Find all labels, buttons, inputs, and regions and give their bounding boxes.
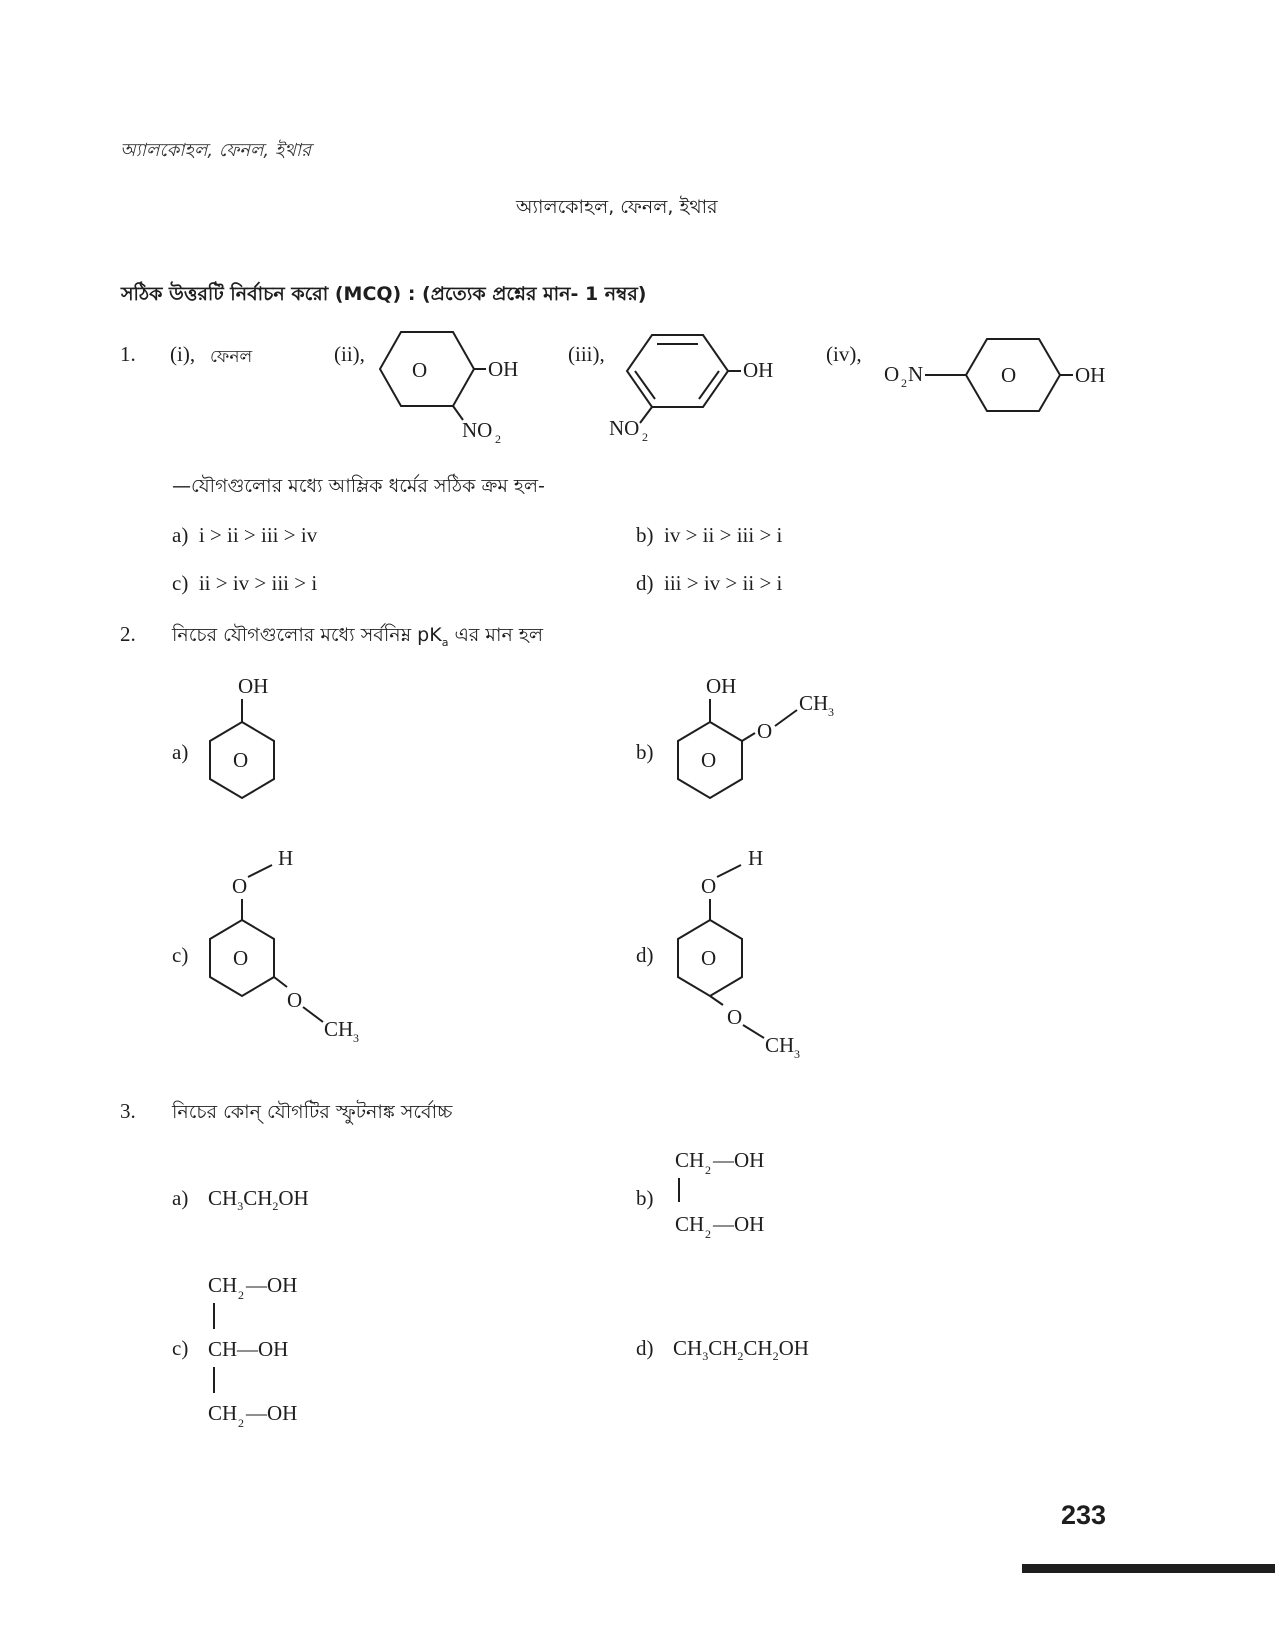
- q1-number: 1.: [120, 342, 136, 366]
- q2-stem-post: এর মান হল: [448, 624, 544, 646]
- q1-item-iii-label: (iii),: [568, 342, 605, 366]
- q1-item-ii-label: (ii),: [334, 342, 365, 366]
- q1-stem: —যৌগগুলোর মধ্যে আম্লিক ধর্মের সঠিক ক্রম হল-: [172, 475, 545, 497]
- section-heading: সঠিক উত্তরটি নির্বাচন করো (MCQ) : (প্রত্যেক প্রশ্নের মান- 1 নম্বর): [121, 283, 647, 305]
- ether-O-label: O: [727, 1005, 743, 1029]
- ring-O-label: O: [233, 748, 249, 772]
- o2n-O-label: O: [884, 362, 900, 386]
- q2-stem-sub: a: [441, 635, 449, 649]
- q3-label-d[interactable]: d): [636, 1336, 654, 1360]
- ring-O-label: O: [701, 748, 717, 772]
- footer-rule: [1022, 1564, 1275, 1573]
- oh-label: OH: [1075, 363, 1106, 387]
- option-text: i > ii > iii > iv: [198, 523, 318, 547]
- ether-O-label: O: [757, 719, 773, 743]
- h-label: H: [748, 846, 764, 870]
- formula-part: CH: [673, 1336, 703, 1360]
- dash-oh-label: —OH: [713, 1212, 765, 1236]
- option-text: ii > iv > iii > i: [198, 571, 318, 595]
- oh-label: OH: [488, 357, 519, 381]
- q2-label-b[interactable]: b): [636, 740, 654, 764]
- formula-part: OH: [778, 1336, 809, 1360]
- q1-structure-iv: [880, 330, 1130, 415]
- subscript-3: 3: [828, 705, 834, 719]
- ch-label: CH: [765, 1033, 795, 1057]
- q3-label-c[interactable]: c): [172, 1336, 189, 1360]
- subscript-2: 2: [705, 1163, 711, 1177]
- formula-sub: 3: [702, 1349, 709, 1364]
- option-label: c): [172, 571, 189, 595]
- ch-label: CH: [208, 1273, 238, 1297]
- ch-label: CH: [675, 1148, 705, 1172]
- ether-O-label: O: [287, 988, 303, 1012]
- subscript-3: 3: [794, 1047, 800, 1061]
- subscript-2: 2: [238, 1416, 244, 1430]
- q2-structure-a: [190, 665, 310, 815]
- q3-label-a[interactable]: a): [172, 1186, 189, 1210]
- dash-oh-label: —OH: [246, 1401, 298, 1425]
- running-header: অ্যালকোহল, ফেনল, ইথার: [120, 140, 311, 161]
- phenol-O-label: O: [701, 874, 717, 898]
- subscript-2: 2: [495, 432, 501, 446]
- dash-oh-label: —OH: [713, 1148, 765, 1172]
- q1-structure-ii: [370, 325, 540, 445]
- q1-option-c[interactable]: [172, 571, 317, 596]
- q3-formula-a: [208, 1186, 309, 1214]
- q3-structure-c: [200, 1265, 360, 1430]
- q2-label-c[interactable]: c): [172, 943, 189, 967]
- ring-O-label: O: [1001, 363, 1017, 387]
- oh-label: OH: [743, 358, 774, 382]
- subscript-2: 2: [238, 1288, 244, 1302]
- ring-O-label: O: [412, 358, 428, 382]
- q1-structure-iii: [609, 325, 815, 444]
- q2-stem: [172, 621, 543, 653]
- q2-stem-pre: নিচের যৌগগুলোর মধ্যে সর্বনিম্ন pK: [172, 624, 442, 646]
- q2-structure-b: [655, 665, 885, 815]
- benzene-ring: [627, 335, 728, 407]
- o2n-N-label: N: [908, 362, 924, 386]
- subscript-2: 2: [705, 1227, 711, 1241]
- q3-formula-d: [673, 1336, 809, 1364]
- ring-O-label: O: [233, 946, 249, 970]
- no-label: NO: [609, 416, 640, 440]
- q3-number: 3.: [120, 1099, 136, 1123]
- q2-structure-d: [655, 835, 875, 1060]
- no-label: NO: [462, 418, 493, 442]
- dash-oh-label: —OH: [237, 1337, 289, 1361]
- q1-option-a[interactable]: [172, 523, 317, 548]
- ch-label: CH: [208, 1401, 238, 1425]
- h-label: H: [278, 846, 294, 870]
- q1-option-d[interactable]: [636, 571, 782, 596]
- ch-label: CH: [208, 1337, 238, 1361]
- dash-oh-label: —OH: [246, 1273, 298, 1297]
- ch-label: CH: [675, 1212, 705, 1236]
- q1-item-iv-label: (iv),: [826, 342, 862, 366]
- q3-label-b[interactable]: b): [636, 1186, 654, 1210]
- page-number: 233: [1061, 1500, 1107, 1530]
- q3-structure-b: [665, 1140, 825, 1240]
- formula-sub: 2: [772, 1349, 779, 1364]
- option-label: b): [636, 523, 654, 547]
- q2-label-d[interactable]: d): [636, 943, 654, 967]
- subscript-2: 2: [642, 430, 648, 444]
- option-label: a): [172, 523, 189, 547]
- option-text: iv > ii > iii > i: [664, 523, 783, 547]
- formula-part: CH: [708, 1336, 738, 1360]
- q3-stem: নিচের কোন্ যৌগটির স্ফুটনাঙ্ক সর্বোচ্চ: [172, 1101, 453, 1123]
- phenol-O-label: O: [232, 874, 248, 898]
- formula-sub: 2: [737, 1349, 744, 1364]
- oh-label: OH: [706, 674, 737, 698]
- q2-structure-c: [190, 835, 410, 1045]
- option-label: d): [636, 571, 654, 595]
- q1-option-b[interactable]: [636, 523, 782, 548]
- chapter-title: অ্যালকোহল, ফেনল, ইথার: [516, 196, 718, 218]
- subscript-3: 3: [353, 1031, 359, 1045]
- q2-number: 2.: [120, 622, 136, 646]
- oh-label: OH: [238, 674, 269, 698]
- ring-O-label: O: [701, 946, 717, 970]
- formula-part: OH: [278, 1186, 309, 1210]
- q2-label-a[interactable]: a): [172, 740, 189, 764]
- formula-part: CH: [243, 1186, 273, 1210]
- ch-label: CH: [799, 691, 829, 715]
- subscript-2: 2: [901, 376, 907, 390]
- formula-sub: 3: [237, 1199, 244, 1214]
- q1-item-i-label: (i),: [170, 342, 196, 366]
- option-text: iii > iv > ii > i: [664, 571, 783, 595]
- formula-part: CH: [743, 1336, 773, 1360]
- q1-item-i-text: ফেনল: [210, 347, 253, 367]
- formula-part: CH: [208, 1186, 238, 1210]
- ch-label: CH: [324, 1017, 354, 1041]
- formula-sub: 2: [272, 1199, 279, 1214]
